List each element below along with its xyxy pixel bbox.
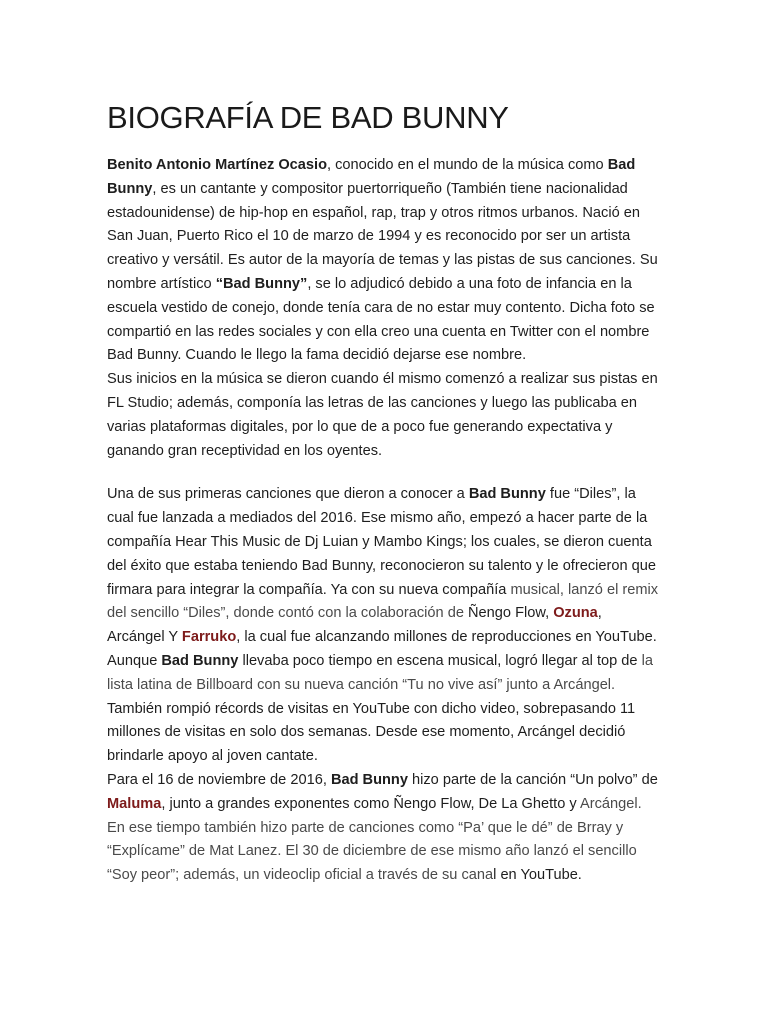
body-text: , conocido en el mundo de la música como — [327, 157, 608, 173]
light-text: la lista latina de Billboard con su nueva canción “Tu no vive así” junto a Arcángel. — [107, 652, 653, 693]
body-text: Ñengo Flow, — [463, 605, 554, 622]
body-text: , se lo adjudicó debido a una foto de infancia en la escuela vestido de conejo, donde tenía cara de no estar muy contento. Dicha foto se compartió en las redes sociales y con ella creo una cuenta en Twitter con el nombre Bad Bunny. Cuando le llego la fama decidió dejarse ese nombre. — [107, 275, 655, 364]
light-text: musical, lanzó el remix del sencillo “Diles”, donde contó con la colaboración de — [107, 581, 659, 622]
body-text: También rompió récords de visitas en YouTube con dicho video, sobrepasando 11 millones de visitas en solo dos semanas. Desde ese momento, Arcángel decidió brindarle apoyo al joven cantate. — [107, 700, 636, 765]
body-text: Una de sus primeras canciones que dieron a conocer a — [107, 486, 469, 503]
body-text: Para el 16 de noviembre de 2016, — [107, 771, 331, 788]
paragraph — [107, 769, 662, 888]
body-text: hizo parte de la canción “Un polvo” de — [407, 771, 658, 788]
body-text: Sus inicios en la música se dieron cuando él mismo comenzó a realizar sus pistas en FL Studio; además, componía las letras de las canciones y luego las publicaba en varias plataformas digitales, por lo que de a poco fue generando expectativa y ganando gran receptividad en los oyentes. — [107, 371, 658, 459]
paragraph-spacer — [107, 463, 662, 483]
body-text: fue “Diles”, la cual fue lanzada a mediados del 2016. Ese mismo año, empezó a hacer parte de la compañía Hear This Music de Dj Luian y Mambo Kings; los cuales, se dieron cuenta del éxito que estaba teniendo Bad Bunny, reconocieron su talento y le ofrecieron que firmara para integrar la compañía. Ya con su nueva compañía — [107, 486, 656, 598]
document-page — [107, 94, 662, 888]
bold-text: Bad Bunny — [107, 157, 636, 197]
highlighted-name: Maluma — [107, 795, 162, 812]
document-body — [107, 154, 662, 888]
body-text: , la cual fue alcanzando millones de reproducciones en YouTube. — [236, 629, 657, 646]
body-text: l en YouTube. — [493, 867, 582, 884]
body-text: , junto a grandes exponentes como Ñengo Flow, De La Ghetto y — [161, 795, 580, 812]
paragraph — [107, 483, 662, 650]
body-text: , es un cantante y compositor puertorriqueño (También tiene nacionalidad estadounidense) de hip-hop en español, rap, trap y otros ritmos urbanos. Nació en San Juan, Puerto Rico el 10 de marzo de 1994 y es reconocido por ser un artista creativo y versátil. Es autor de la mayoría de temas y las pistas de sus canciones. Su nombre artístico — [107, 180, 658, 292]
bold-text: Bad Bunny — [468, 486, 546, 503]
light-text: Arcángel. En ese tiempo también hizo parte de canciones como “Pa’ que le dé” de Brray y “Explícame” de Mat Lanez. El 30 de diciembre de ese mismo año lanzó el sencillo “Soy peor”; además, un videoclip oficial a través de su cana — [107, 795, 642, 884]
paragraph — [107, 650, 662, 769]
bold-text: Bad Bunny — [330, 771, 408, 788]
highlighted-name: Ozuna — [553, 605, 598, 622]
bold-text: Benito Antonio Martínez Ocasio — [107, 157, 327, 173]
highlighted-name: Farruko — [181, 629, 237, 646]
paragraph — [107, 154, 662, 368]
document-title: BIOGRAFÍA DE BAD BUNNY — [107, 100, 509, 135]
body-text: Aunque — [107, 652, 162, 669]
body-text: , Arcángel Y — [107, 605, 602, 646]
body-text: llevaba poco tiempo en escena musical, logró llegar al top de — [238, 652, 642, 669]
bold-text: “Bad Bunny” — [215, 275, 308, 292]
paragraph — [107, 368, 662, 463]
bold-text: Bad Bunny — [161, 652, 239, 669]
